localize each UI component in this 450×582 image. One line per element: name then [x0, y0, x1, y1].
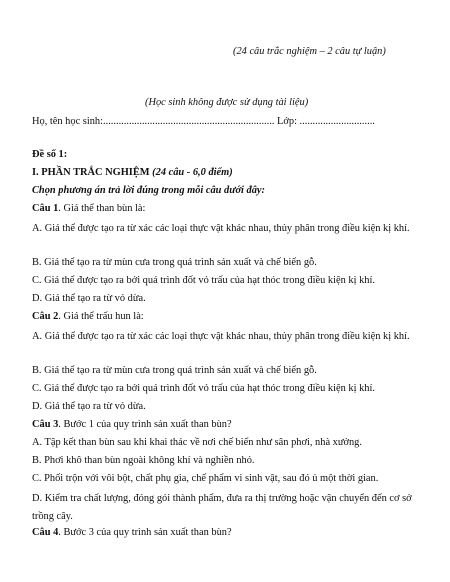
question-2-option-c: C. Giá thể được tạo ra bởi quá trình đốt vỏ trấu của hạt thóc trong điều kiện kị khí.: [32, 383, 375, 394]
student-info-line: Họ, tên học sinh:.................................................................. Lớp: .............................: [32, 116, 375, 127]
question-1: [32, 202, 424, 215]
question-1-option-c: C. Giá thể được tạo ra bởi quá trình đốt vỏ trấu của hạt thóc trong điều kiện kị khí.: [32, 275, 375, 286]
question-4-label: Câu 4: [32, 527, 59, 538]
question-1-label: Câu 1: [32, 203, 59, 214]
no-materials-note: (Học sinh không được sử dụng tài liệu): [145, 97, 309, 108]
question-3-label: Câu 3: [32, 419, 59, 430]
question-2-label: Câu 2: [32, 311, 59, 322]
question-3-option-b: B. Phơi khô than bùn ngoài không khí và nghiền nhỏ.: [32, 455, 255, 466]
exam-code: Đề số 1:: [32, 149, 68, 160]
question-3-option-a: A. Tập kết than bùn sau khi khai thác về nơi chế biến như sân phơi, nhà xưởng.: [32, 437, 362, 448]
question-2-option-d: D. Giá thể tạo ra từ vỏ dừa.: [32, 401, 146, 412]
question-1-option-b: B. Giá thể tạo ra từ mùn cưa trong quá trình sản xuất và chế biến gỗ.: [32, 257, 317, 268]
section-heading: [32, 166, 424, 179]
instruction: Chọn phương án trả lời đúng trong mỗi câu dưới đây:: [32, 185, 266, 196]
question-count-note: (24 câu trắc nghiệm – 2 câu tự luận): [233, 46, 386, 57]
question-1-option-d: D. Giá thể tạo ra từ vỏ dừa.: [32, 293, 146, 304]
question-1-option-a: A. Giá thể được tạo ra từ xác các loại thực vật khác nhau, thủy phân trong điều kiện kị khí.: [32, 223, 410, 234]
question-2-option-b: B. Giá thể tạo ra từ mùn cưa trong quá trình sản xuất và chế biến gỗ.: [32, 365, 317, 376]
section-title: I. PHẦN TRẮC NGHIỆM: [32, 167, 150, 178]
question-4: [32, 526, 424, 539]
question-3-option-c: C. Phối trộn với vôi bột, chất phụ gia, chế phẩm vi sinh vật, sau đó ủ một thời gian.: [32, 473, 379, 484]
question-1-text: . Giá thể than bùn là:: [58, 203, 146, 214]
question-2: [32, 310, 424, 323]
question-2-option-a: A. Giá thể được tạo ra từ xác các loại thực vật khác nhau, thủy phân trong điều kiện kị khí.: [32, 331, 410, 342]
question-3-text: . Bước 1 của quy trình sản xuất than bùn?: [58, 419, 232, 430]
question-3-option-d: D. Kiểm tra chất lượng, đóng gói thành phẩm, đưa ra thị trường hoặc vận chuyển đến cơ sở trồng cây.: [32, 493, 412, 523]
question-2-text: . Giá thể trấu hun là:: [58, 311, 144, 322]
section-points: (24 câu - 6,0 điểm): [149, 167, 233, 178]
question-4-text: . Bước 3 của quy trình sản xuất than bùn?: [58, 527, 232, 538]
question-3: [32, 418, 424, 431]
